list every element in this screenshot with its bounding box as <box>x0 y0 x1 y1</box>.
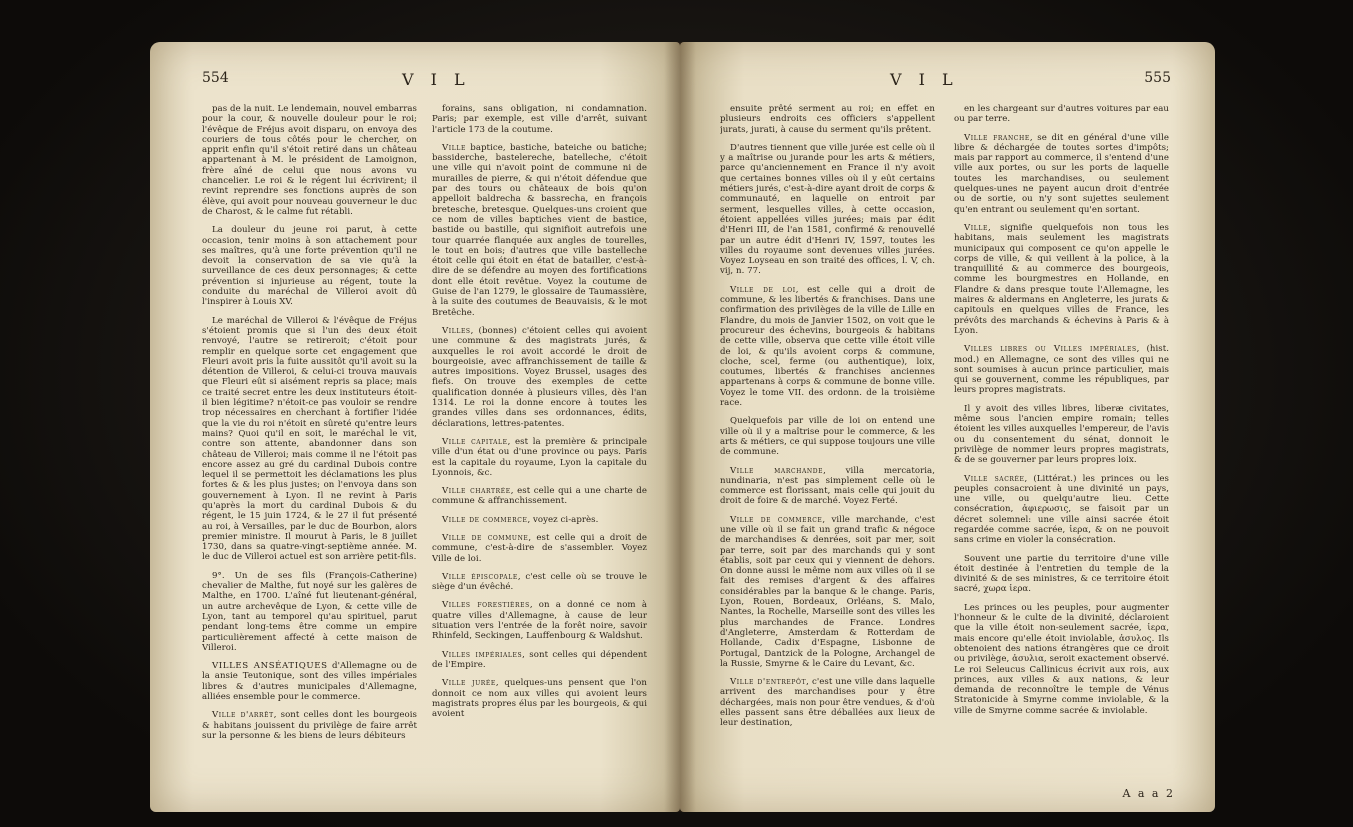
text-paragraph <box>720 104 935 135</box>
entry-headword: Ville de commune <box>442 532 529 543</box>
entry-text: Les princes ou les peuples, pour augmenter l'honneur & le culte de la divinité, déclaroient que la ville étoit non-seulement sacrée, ἱερα, mais encore qu'elle étoit inviolable, ἀσυλος. Ils obtenoient des nations étrangères que ce droit ou privilège, ἀσυλια, seroit exactement observé. Le roi Seleucus Callinicus écrivit aux rois, aux princes, aux villes & aux nations, & leur demanda de reconnoître le temple de Vénus Stratonicide à Smyrne comme inviolable, & la ville de Smyrne comme sacrée & inviolable. <box>954 602 1169 716</box>
entry-headword: Ville capitale <box>442 436 508 447</box>
text-paragraph <box>202 571 417 653</box>
text-paragraph <box>720 515 935 669</box>
left-running-head: V I L <box>402 70 471 89</box>
entry-headword: Villes impériales <box>442 649 523 660</box>
text-paragraph <box>954 474 1169 546</box>
entry-text: Souvent une partie du territoire d'une ville étoit destinée à l'entretien du temple de la divinité & de ses ministres, & ce territoire étoit sacré, χωρα ἱερα. <box>954 553 1169 595</box>
text-paragraph <box>720 466 935 507</box>
entry-headword: Ville <box>964 222 988 233</box>
entry-headword: Ville de commerce <box>730 514 823 525</box>
entry-text: , on a donné ce nom à quatre villes d'Allemagne, à cause de leur situation vers l'entrée de la forêt noire, savoir Rhinfeld, Seckingen, Lauffenbourg & Waldshut. <box>432 600 647 642</box>
text-paragraph <box>954 223 1169 336</box>
entry-text: , est la première & principale ville d'un état ou d'une province ou pays. Paris est la capitale du royaume, Lyon la capitale du Lyonnois, &c. <box>432 436 647 478</box>
entry-text: , voyez ci-après. <box>527 514 599 525</box>
entry-text: Quelquefois par ville de loi on entend une ville où il y a maîtrise pour le commerce, & les arts & métiers, ce qui suppose toujours une ville de commune. <box>720 416 935 458</box>
entry-headword: Ville <box>442 142 466 153</box>
entry-text: , c'est celle où se trouve le siège d'un évêché. <box>432 571 647 593</box>
left-page-number: 554 <box>202 70 229 86</box>
entry-headword: Ville jurée <box>442 678 496 689</box>
entry-headword: Ville marchande <box>730 465 824 476</box>
entry-headword: Ville d'entrepôt <box>730 677 807 688</box>
entry-text: 9°. Un de ses fils (François-Catherine) chevalier de Malthe, fut noyé sur les galères de Malthe, en 1700. L'aîné fut lieutenant-général, un autre archevêque de Lyon, & cette ville de Lyon, tant au temporel qu'au spirituel, parut pendant long-tems être comme un empire particulièrement affecté à cette maison de Villeroi. <box>202 570 417 653</box>
text-paragraph <box>202 316 417 563</box>
entry-text: , est celle qui a une charte de commune & affranchissement. <box>432 486 647 507</box>
entry-text: , (bonnes) c'étoient celles qui avoient une commune & des magistrats jurés, & auxquelles le roi avoit accordé le droit de bourgeoisie, avec affranchissement de taille & autres impositions. Voyez Brussel, usages des fiefs. On trouve des exemples de cette qualification donnée à plusieurs villes, dès l'an 1314. Le roi la donne encore à toutes les grandes villes dans ses ordonnances, édits, déclarations, lettres-patentes. <box>432 325 647 429</box>
text-paragraph <box>432 600 647 641</box>
right-page <box>680 42 1215 812</box>
text-paragraph <box>720 416 935 457</box>
entry-headword: VILLES ANSÉATIQUES <box>212 661 328 672</box>
text-paragraph <box>954 104 1169 125</box>
entry-headword: Ville d'arrêt <box>212 710 274 721</box>
entry-text: , villa mercatoria, nundinaria, n'est pas simplement celle où le commerce est florissant, mais celle qui jouit du droit de foire & de marché. Voyez Ferté. <box>720 465 935 507</box>
right-page-number: 555 <box>1144 70 1171 86</box>
text-paragraph <box>432 650 647 671</box>
text-paragraph <box>432 104 647 135</box>
entry-text: , sont celles dont les bourgeois & habitans jouissent du privilège de faire arrêt sur la personne & les biens de leurs débiteurs <box>202 710 417 741</box>
right-running-head: V I L <box>890 70 959 89</box>
entry-text: pas de la nuit. Le lendemain, nouvel embarras pour la cour, & nouvelle douleur pour le roi; l'évêque de Fréjus avoit disparu, on envoya des couriers de tous côtés pour le chercher, on apprit enfin qu'il s'étoit retiré dans un château appartenant à M. le président de Lamoignon, frère aîné de celui que nous avons vu chancelier. Le roi & le régent lui écrivirent; il revint reprendre ses fonctions auprès de son élève, qui avoit pour nouveau gouverneur le duc de Charost, & le calme fut rétabli. <box>202 104 417 217</box>
left-column-2 <box>432 104 647 727</box>
entry-text: , c'est une ville dans laquelle arrivent des marchandises pour y être déchargées, mais non pour être vendues, & d'où elles passent sans être déballées aux lieux de leur destination, <box>720 677 935 729</box>
entry-headword: Ville franche <box>964 132 1030 143</box>
entry-headword: Ville de loi <box>730 284 796 295</box>
text-paragraph <box>432 533 647 564</box>
left-page-columns <box>202 104 646 784</box>
entry-text: , quelques-uns pensent que l'on donnoit ce nom aux villes qui avoient leurs magistrats propres élus par les bourgeois, & qui avoient <box>432 678 647 720</box>
entry-text: ensuite prêté serment au roi; en effet en plusieurs endroits ces officiers s'appellent jurats, jurati, à cause du serment qu'ils prêtent. <box>720 104 935 135</box>
entry-headword: Villes forestières <box>442 600 530 611</box>
text-paragraph <box>202 661 417 702</box>
right-page-columns <box>720 104 1171 784</box>
entry-text: D'autres tiennent que ville jurée est celle où il y a maîtrise ou jurande pour les arts & métiers, parce qu'anciennement en France il n'y avoit que certaines bonnes villes où il y eût certains métiers jurés, c'est-à-dire ayant droit de corps & communauté, en laquelle on entroit par serment, lesquelles villes, à cette occasion, étoient appellées villes jurées; mais par édit d'Henri III, de l'an 1581, confirmé & renouvellé par un autre édit d'Henri IV, 1597, toutes les villes du royaume sont devenues villes jurées. Voyez Loyseau en son traité des offices, l. V, ch. vij, n. 77. <box>720 142 935 277</box>
text-paragraph <box>432 486 647 507</box>
text-paragraph <box>202 710 417 741</box>
entry-headword: Ville de commerce <box>442 514 528 525</box>
text-paragraph <box>432 678 647 719</box>
text-paragraph <box>954 133 1169 215</box>
text-paragraph <box>954 404 1169 466</box>
text-paragraph <box>720 285 935 409</box>
left-page <box>150 42 680 812</box>
text-paragraph <box>720 143 935 277</box>
text-paragraph <box>954 603 1169 716</box>
text-paragraph <box>202 104 417 217</box>
entry-headword: Villes <box>442 325 471 336</box>
entry-headword: Ville sacrée <box>964 473 1025 484</box>
entry-text: , ville marchande, c'est une ville où il se fait un grand trafic & négoce de marchandises & denrées, soit par mer, soit par terre, soit par des marchands qui y sont établis, soit par ceux qui y viennent de dehors. On donne aussi le même nom aux villes où il se fait des remises d'argent & des affaires considérables par la banque & le change. Paris, Lyon, Rouen, Bordeaux, Orléans, S. Malo, Nantes, la Rochelle, Marseille sont des villes les plus marchandes de France. Londres d'Angleterre, Amsterdam & Rotterdam de Hollande, Cadix d'Espagne, Lisbonne de Portugal, Dantzick de la Pologne, Archangel de la Russie, Smyrne & le Caire du Levant, &c. <box>720 514 935 669</box>
entry-text: d'Allemagne ou de la ansie Teutonique, sont des villes impériales libres & d'autres municipales d'Allemagne, alliées ensemble pour le commerce. <box>202 661 417 703</box>
entry-text: , se dit en général d'une ville libre & déchargée de toutes sortes d'impôts; mais par rapport au commerce, il s'entend d'une ville aux portes, ou sur les ports de laquelle toutes les marchandises, ou seulement quelques-unes ne payent aucun droit d'entrée ou de sortie, ou n'y sont sujettes seulement qu'en entrant ou seulement qu'en sortant. <box>954 132 1169 215</box>
entry-text: baptice, bastiche, bateiche ou batiche; bassiderche, bastelereche, batelleche, c'étoit une ville qui n'avoit point de commune ni de murailles de pierre, & qui n'étoit défendue que par des tours ou châteaux de bois qu'on appelloit baldrecha & bassrecha, en françois bretesche, bretesque. Quelques-uns croient que ce nom de villes baptiches vient de bastice, bastide ou bastille, qui signifioit autrefois une tour quarrée flanquée aux angles de tourelles, le tout en bois; d'autres que ville bastelleche étoit celle qui étoit en état de batailler, c'est-à-dire de se défendre au moyen des fortifications dont elle étoit revêtue. Voyez la coutume de Guise de l'an 1279, le glossaire de Taumassière, à la suite des coutumes de Beauvaisis, & le mot Bretêche. <box>432 142 647 318</box>
right-column-2 <box>954 104 1169 724</box>
text-paragraph <box>432 515 647 525</box>
text-paragraph <box>432 326 647 429</box>
text-paragraph <box>432 143 647 318</box>
signature-mark: A a a 2 <box>1122 787 1175 800</box>
left-page-header <box>202 70 646 96</box>
right-column-1 <box>720 104 935 737</box>
text-paragraph <box>432 437 647 478</box>
entry-text: , (hist. mod.) en Allemagne, ce sont des villes qui ne sont soumises à aucun prince particulier, mais qui se gouvernent, comme les républiques, par leurs propres magistrats. <box>954 344 1169 396</box>
text-paragraph <box>720 677 935 728</box>
entry-text: La douleur du jeune roi parut, à cette occasion, tenir moins à son attachement pour ses maîtres, qu'à une forte prévention qu'il ne devoit la conservation de sa vie qu'à la surveillance de ces deux personnages; & cette prévention si injurieuse au régent, toute la conduite du maréchal de Villeroi avoit dû l'inspirer à Louis XV. <box>202 225 417 308</box>
entry-headword: Ville chartrée <box>442 486 511 497</box>
entry-headword: Villes libres ou Villes impériales <box>964 344 1137 355</box>
entry-text: , sont celles qui dépendent de l'Empire. <box>432 649 647 670</box>
entry-text: Il y avoit des villes libres, liberæ civitates, même sous l'ancien empire romain; telles étoient les villes auxquelles l'empereur, de l'avis ou du consentement du sénat, donnoit le privilège de nommer leurs propres magistrats, & de se gouverner par leurs propres loix. <box>954 403 1169 466</box>
entry-text: forains, sans obligation, ni condamnation. Paris; par exemple, est ville d'arrêt, suivant l'article 173 de la coutume. <box>432 104 647 135</box>
left-column-1 <box>202 104 417 749</box>
entry-text: Le maréchal de Villeroi & l'évêque de Fréjus s'étoient promis que si l'un des deux étoit renvoyé, l'autre se retireroit; c'étoit pour remplir en quelque sorte cet engagement que Fleuri avoit pris la fuite aussitôt qu'il avoit su la détention de Villeroi, & celui-ci trouva mauvais que Fleuri eût si aisément repris sa place; mais ce traité secret entre les deux instituteurs étoit-il bien légitime? n'étoit-ce pas vouloir se rendre trop nécessaires en cherchant à fortifier l'idée que la vie du roi n'étoit en sûreté qu'entre leurs mains? Quoi qu'il en soit, le maréchal le vit, contre son attente, abandonner dans son château de Villeroi; mais comme il ne l'étoit pas encore assez au gré du cardinal Dubois contre lequel il se permettoit les déclamations les plus fortes & & les plus justes; on l'envoya dans son gouvernement à Lyon. Il ne revint à Paris qu'après la mort du cardinal Dubois & du régent, le 15 juin 1724, & le 27 il fut présenté au roi, à Versailles, par le duc de Bourbon, alors premier ministre. Il mourut à Paris, le 8 juillet 1730, dans sa quatre-vingt-septième année. M. le duc de Villeroi actuel est son arrière petit-fils. <box>202 315 417 563</box>
entry-text: , signifie quelquefois non tous les habitans, mais seulement les magistrats municipaux qui composent ce qu'on appelle le corps de ville, & qui veillent à la police, à la tranquillité & au commerce des bourgeois, comme les bourgmestres en Hollande, en Flandre & dans presque toute l'Allemagne, les maires & aldermans en Angleterre, les jurats & capitouls en quelques villes de France, les prévôts des marchands & échevins à Paris & à Lyon. <box>954 222 1169 336</box>
entry-text: en les chargeant sur d'autres voitures par eau ou par terre. <box>954 104 1169 125</box>
entry-text: , est celle qui a droit de commune, c'est-à-dire de s'assembler. Voyez Ville de loi. <box>432 532 647 564</box>
text-paragraph <box>954 554 1169 595</box>
entry-text: , (Littérat.) les princes ou les peuples consacroient à une divinité un pays, une ville, ou quelqu'autre lieu. Cette consécration, ἀφιερωσις, se faisoit par un décret solemnel: une ville ainsi sacrée étoit regardée comme sacrée, ἱερα, & on ne pouvoit sans crime en violer la consécration. <box>954 473 1169 546</box>
entry-headword: Ville épiscopale <box>442 571 518 582</box>
entry-text: , est celle qui a droit de commune, & les libertés & franchises. Dans une confirmation des privilèges de la ville de Lille en Flandre, du mois de Janvier 1502, on voit que le procureur des échevins, bourgeois & habitans de cette ville, observa que cette ville étoit ville de loi, & qu'ils avoient corps & commune, cloche, scel, ferme (ou authentique), loix, coutumes, libertés & franchises anciennes appartenans à corps & commune de bonne ville. Voyez le tome VII. des ordonn. de la troisième race. <box>720 284 935 409</box>
right-page-header <box>720 70 1171 96</box>
text-paragraph <box>432 572 647 593</box>
text-paragraph <box>954 344 1169 395</box>
text-paragraph <box>202 225 417 307</box>
